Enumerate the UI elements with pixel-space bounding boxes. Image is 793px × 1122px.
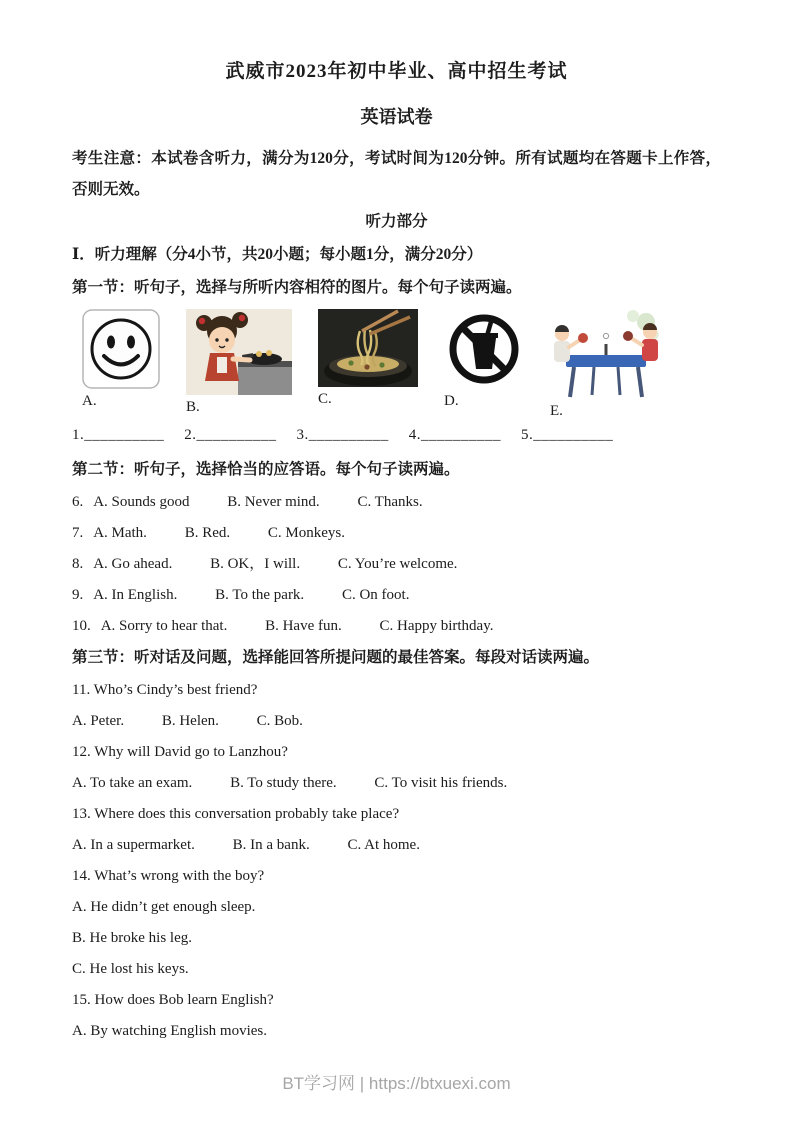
question-6-option-c: C. Thanks. — [357, 494, 423, 510]
picture-option-d — [444, 309, 524, 410]
question-10-option-b: B. Have fun. — [265, 618, 342, 634]
blank-5: 5.__________ — [521, 427, 614, 443]
question-8-row — [72, 553, 721, 575]
question-6-option-a: A. Sounds good — [93, 494, 190, 510]
girl-cooking-image — [186, 309, 292, 395]
section1-instruction: 第一节：听句子，选择与所听内容相符的图片。每个句子读两遍。 — [72, 279, 522, 296]
question-9-option-a: A. In English. — [93, 587, 178, 603]
question-9-number: 9. — [72, 587, 84, 603]
question-11-option-b: B. Helen. — [161, 713, 219, 729]
section2-instruction: 第二节：听句子，选择恰当的应答语。每个句子读两遍。 — [72, 461, 460, 478]
question-8-option-a: A. Go ahead. — [93, 556, 173, 572]
question-10-option-a: A. Sorry to hear that. — [100, 618, 228, 634]
question-8-option-c: C. You’re welcome. — [337, 556, 458, 572]
question-13-option-a: A. In a supermarket. — [72, 837, 195, 853]
question-10-row — [72, 615, 721, 637]
picture-option-e — [550, 309, 662, 420]
picture-label-d: D. — [444, 393, 459, 409]
question-14-text: 14. What’s wrong with the boy? — [72, 868, 265, 884]
exam-title: 武威市2023年初中毕业、高中招生考试 — [225, 61, 568, 82]
question-12-options — [72, 772, 721, 794]
question-6-number: 6. — [72, 494, 84, 510]
picture-option-a — [82, 309, 160, 410]
picture-option-c — [318, 309, 418, 408]
no-drinks-sign-icon — [444, 309, 524, 389]
question-14-option-b: B. He broke his leg. — [72, 930, 192, 946]
question-11-option-a: A. Peter. — [72, 713, 125, 729]
noodles-image — [318, 309, 418, 387]
picture-option-b — [186, 309, 292, 416]
question-6-row — [72, 491, 721, 513]
blank-2: 2.__________ — [184, 427, 277, 443]
question-12-option-a: A. To take an exam. — [72, 775, 193, 791]
question-9-option-b: B. To the park. — [215, 587, 305, 603]
exam-subtitle: 英语试卷 — [360, 107, 433, 127]
blank-3: 3.__________ — [296, 427, 389, 443]
part1-heading: Ⅰ．听力理解（分4小节，共20小题；每小题1分，满分20分） — [72, 246, 483, 263]
table-tennis-image — [550, 309, 662, 399]
table-tennis-icon — [550, 309, 662, 399]
blank-1: 1.__________ — [72, 427, 165, 443]
picture-options-row — [82, 309, 721, 420]
question-11-text: 11. Who’s Cindy’s best friend? — [72, 682, 258, 698]
question-10-option-c: C. Happy birthday. — [379, 618, 494, 634]
picture-label-e: E. — [550, 403, 563, 419]
question-13-option-c: C. At home. — [347, 837, 420, 853]
question-9-option-c: C. On foot. — [341, 587, 410, 603]
listening-part-title: 听力部分 — [365, 213, 428, 230]
smiley-face-image — [82, 309, 160, 389]
picture-label-b: B. — [186, 399, 200, 415]
question-14-option-c: C. He lost his keys. — [72, 961, 189, 977]
section3-instruction: 第三节：听对话及问题，选择能回答所提问题的最佳答案。每段对话读两遍。 — [72, 649, 600, 666]
question-14-option-a: A. He didn’t get enough sleep. — [72, 899, 256, 915]
question-8-option-b: B. OK，I will. — [210, 556, 301, 572]
picture-label-a: A. — [82, 393, 97, 409]
question-7-number: 7. — [72, 525, 84, 541]
question-13-options — [72, 834, 721, 856]
question-12-text: 12. Why will David go to Lanzhou? — [72, 744, 288, 760]
question-7-option-c: C. Monkeys. — [267, 525, 345, 541]
candidate-notice: 考生注意：本试卷含听力，满分为120分，考试时间为120分钟。所有试题均在答题卡上作答，否则无效。 — [72, 150, 721, 198]
question-13-option-b: B. In a bank. — [232, 837, 310, 853]
question-7-option-a: A. Math. — [93, 525, 147, 541]
question-6-option-b: B. Never mind. — [227, 494, 320, 510]
blank-4: 4.__________ — [408, 427, 501, 443]
no-drinks-sign-image — [444, 309, 524, 389]
question-9-row — [72, 584, 721, 606]
watermark-footer: BT学习网 | https://btxuexi.com — [282, 1074, 511, 1093]
question-10-number: 10. — [72, 618, 91, 634]
picture-label-c: C. — [318, 391, 332, 407]
question-15-text: 15. How does Bob learn English? — [72, 992, 274, 1008]
question-13-text: 13. Where does this conversation probably take place? — [72, 806, 400, 822]
smiley-face-icon — [82, 309, 160, 389]
question-12-option-b: B. To study there. — [230, 775, 337, 791]
question-7-option-b: B. Red. — [184, 525, 231, 541]
question-7-row — [72, 522, 721, 544]
question-11-option-c: C. Bob. — [256, 713, 303, 729]
answer-blanks-row — [72, 424, 721, 446]
question-8-number: 8. — [72, 556, 84, 572]
question-15-option-a: A. By watching English movies. — [72, 1023, 267, 1039]
question-12-option-c: C. To visit his friends. — [374, 775, 508, 791]
noodles-icon — [318, 309, 418, 387]
question-11-options — [72, 710, 721, 732]
girl-cooking-icon — [186, 309, 292, 395]
